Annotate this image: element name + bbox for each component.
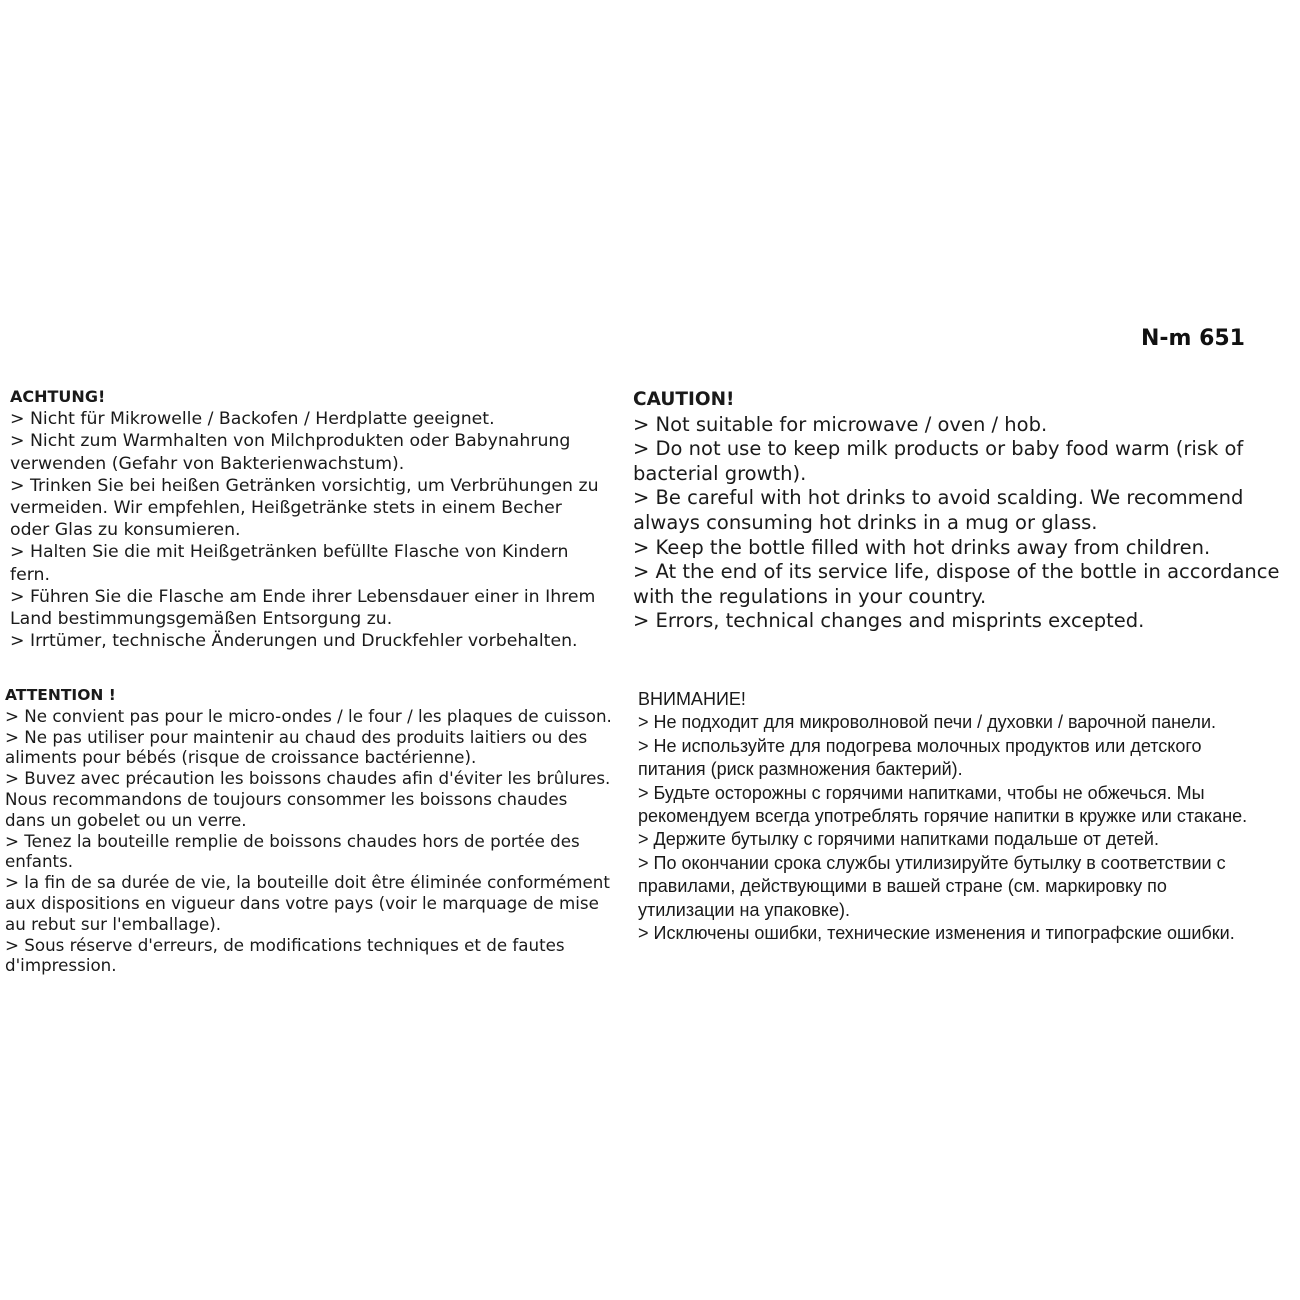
- text-line: > По окончании срока службы утилизируйте бутылку в соответствии с: [638, 852, 1226, 873]
- text-line: > Do not use to keep milk products or baby food warm (risk of: [633, 437, 1244, 461]
- text-line: > Keep the bottle filled with hot drinks away from children.: [633, 535, 1211, 559]
- text-line: > Nicht zum Warmhalten von Milchprodukten oder Babynahrung: [10, 431, 571, 452]
- text-line: > At the end of its service life, dispose of the bottle in accordance: [633, 560, 1280, 584]
- text-line: fern.: [10, 564, 50, 585]
- text-line: > Будьте осторожны с горячими напитками, чтобы не обжечься. Мы: [638, 782, 1205, 803]
- text-line: > Halten Sie die mit Heißgetränken befüllte Flasche von Kindern: [10, 542, 569, 563]
- section-lines: [10, 408, 620, 652]
- text-line: dans un gobelet ou un verre.: [5, 809, 247, 830]
- text-line: aux dispositions en vigueur dans votre pays (voir le marquage de mise: [5, 892, 599, 913]
- text-line: > Ne convient pas pour le micro-ondes / le four / les plaques de cuisson.: [5, 705, 612, 726]
- text-line: > Ne pas utiliser pour maintenir au chaud des produits laitiers ou des: [5, 726, 588, 747]
- text-line: > Not suitable for microwave / oven / hob.: [633, 412, 1048, 436]
- section-heading: ACHTUNG!: [10, 387, 106, 406]
- text-line: with the regulations in your country.: [633, 584, 987, 608]
- text-line: > Be careful with hot drinks to avoid scalding. We recommend: [633, 486, 1244, 510]
- text-line: enfants.: [5, 851, 74, 872]
- text-line: Land bestimmungsgemäßen Entsorgung zu.: [10, 609, 393, 630]
- text-line: verwenden (Gefahr von Bakterienwachstum).: [10, 453, 405, 474]
- text-line: > Держите бутылку с горячими напитками подальше от детей.: [638, 829, 1159, 850]
- text-line: > la fin de sa durée de vie, la bouteille doit être éliminée conformément: [5, 872, 610, 893]
- text-line: питания (риск размножения бактерий).: [638, 759, 963, 780]
- text-line: d'impression.: [5, 955, 117, 976]
- text-line: > Nicht für Mikrowelle / Backofen / Herdplatte geeignet.: [10, 409, 495, 430]
- text-line: > Исключены ошибки, технические изменения и типографские ошибки.: [638, 923, 1235, 944]
- section-lines: [633, 413, 1293, 634]
- warning-block-russian: [638, 688, 1298, 945]
- text-line: > Tenez la bouteille remplie de boissons chaudes hors de portée des: [5, 830, 580, 851]
- text-line: > Irrtümer, technische Änderungen und Druckfehler vorbehalten.: [10, 631, 578, 652]
- section-lines: [638, 711, 1298, 945]
- text-line: утилизации на упаковке).: [638, 899, 850, 920]
- warning-block-french: [5, 685, 620, 976]
- text-line: vermeiden. Wir empfehlen, Heißgetränke stets in einem Becher: [10, 498, 562, 519]
- text-line: always consuming hot drinks in a mug or glass.: [633, 510, 1098, 534]
- product-code: N-m 651: [1140, 326, 1245, 351]
- warning-block-english: [633, 388, 1293, 634]
- warning-block-german: [10, 386, 620, 652]
- text-line: Nous recommandons de toujours consommer les boissons chaudes: [5, 788, 568, 809]
- section-lines: [5, 706, 620, 976]
- text-line: > Errors, technical changes and misprints excepted.: [633, 609, 1145, 633]
- section-heading: CAUTION!: [633, 389, 735, 410]
- text-line: au rebut sur l'emballage).: [5, 913, 222, 934]
- text-line: bacterial growth).: [633, 461, 807, 485]
- text-line: > Не подходит для микроволновой печи / духовки / варочной панели.: [638, 712, 1216, 733]
- section-heading: ATTENTION !: [5, 686, 116, 704]
- text-line: aliments pour bébés (risque de croissance bactérienne).: [5, 747, 477, 768]
- text-line: oder Glas zu konsumieren.: [10, 520, 241, 541]
- text-line: > Führen Sie die Flasche am Ende ihrer Lebensdauer einer in Ihrem: [10, 586, 596, 607]
- text-line: правилами, действующими в вашей стране (см. маркировку по: [638, 876, 1167, 897]
- text-line: > Не используйте для подогрева молочных продуктов или детского: [638, 735, 1202, 756]
- section-heading: ВНИМАНИЕ!: [638, 689, 746, 709]
- text-line: > Sous réserve d'erreurs, de modifications techniques et de fautes: [5, 934, 565, 955]
- text-line: рекомендуем всегда употреблять горячие напитки в кружке или стакане.: [638, 806, 1248, 827]
- text-line: > Trinken Sie bei heißen Getränken vorsichtig, um Verbrühungen zu: [10, 475, 599, 496]
- text-line: > Buvez avec précaution les boissons chaudes afin d'éviter les brûlures.: [5, 768, 611, 789]
